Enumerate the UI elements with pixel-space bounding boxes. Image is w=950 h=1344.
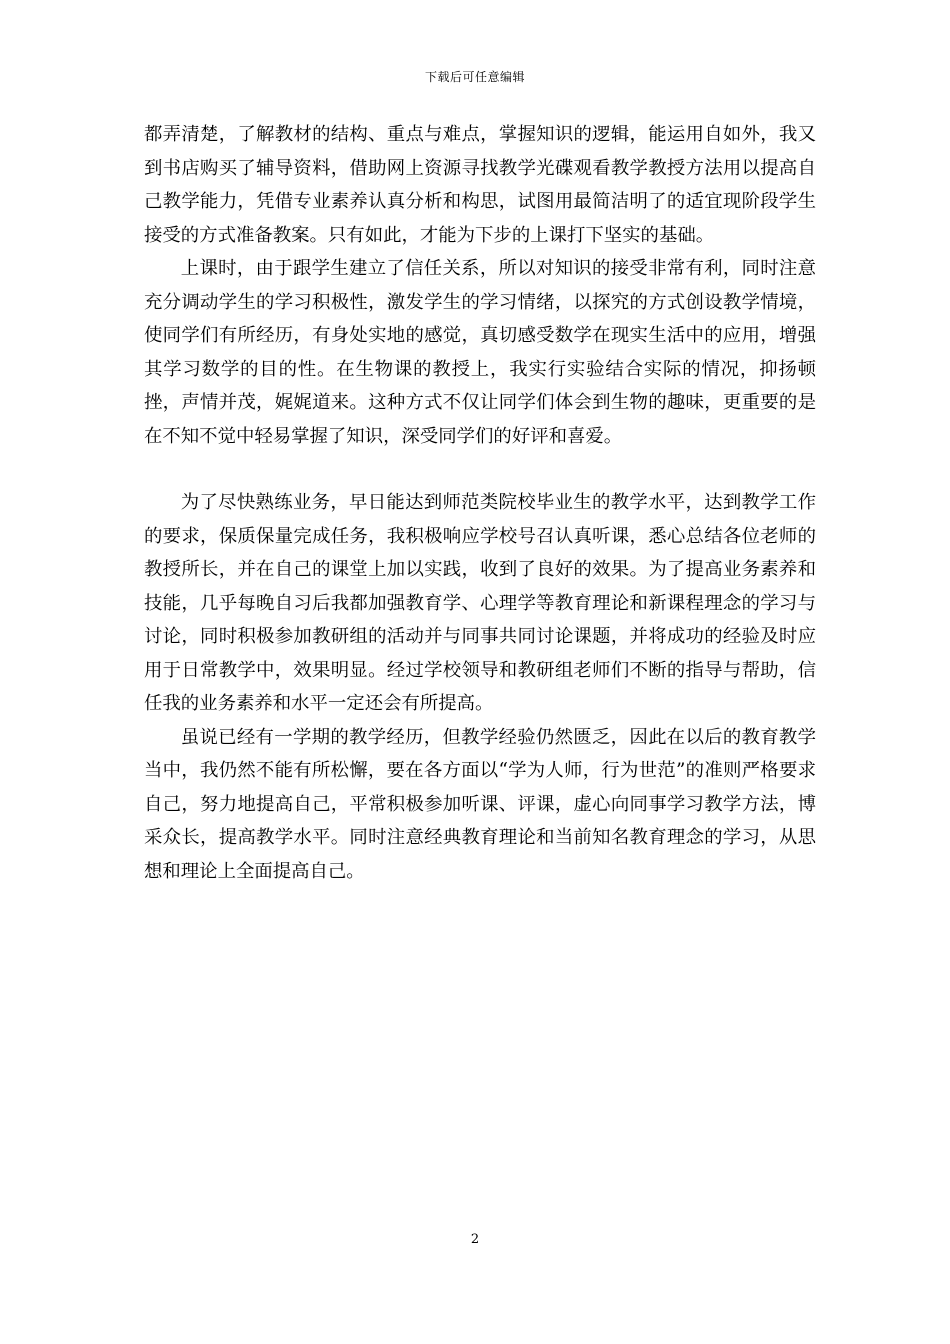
page-number: 2 (470, 1232, 480, 1247)
paragraph-1: 都弄清楚，了解教材的结构、重点与难点，掌握知识的逻辑，能运用自如外，我又到书店购买了辅导资料，借助网上资源寻找教学光碟观看教学教授方法用以提高自己教学能力，凭借专业素养认真分析和构思，试图用最简洁明了的适宜现阶段学生接受的方式准备教案。只有如此，才能为下步的上课打下坚实的基础。 (144, 124, 816, 246)
paragraph-3: 为了尽快熟练业务，早日能达到师范类院校毕业生的教学水平，达到教学工作的要求，保质保量完成任务，我积极响应学校号召认真听课，悉心总结各位老师的教授所长，并在自己的课堂上加以实践，收到了良好的效果。为了提高业务素养和技能，几乎每晚自习后我都加强教育学、心理学等教育理论和新课程理念的学习与讨论，同时积极参加教研组的活动并与同事共同讨论课题，并将成功的经验及时应用于日常教学中，效果明显。经过学校领导和教研组老师们不断的指导与帮助，信任我的业务素养和水平一定还会有所提高。 (144, 492, 816, 714)
paragraph-4: 虽说已经有一学期的教学经历，但教学经验仍然匮乏，因此在以后的教育教学当中，我仍然不能有所松懈，要在各方面以“学为人师，行为世范”的准则严格要求自己，努力地提高自己，平常积极参加听课、评课，虚心向同事学习教学方法，博采众长，提高教学水平。同时注意经典教育理论和当前知名教育理念的学习，从思想和理论上全面提高自己。 (144, 726, 816, 882)
paragraph-2: 上课时，由于跟学生建立了信任关系，所以对知识的接受非常有利，同时注意充分调动学生的学习积极性，激发学生的学习情绪，以探究的方式创设教学情境，使同学们有所经历，有身处实地的感觉，真切感受数学在现实生活中的应用，增强其学习数学的目的性。在生物课的教授上，我实行实验结合实际的情况，抑扬顿挫，声情并茂，娓娓道来。这种方式不仅让同学们体会到生物的趣味，更重要的是在不知不觉中轻易掌握了知识，深受同学们的好评和喜爱。 (144, 258, 816, 447)
document-body (144, 118, 816, 888)
page-header: 下载后可任意编辑 (424, 70, 525, 84)
